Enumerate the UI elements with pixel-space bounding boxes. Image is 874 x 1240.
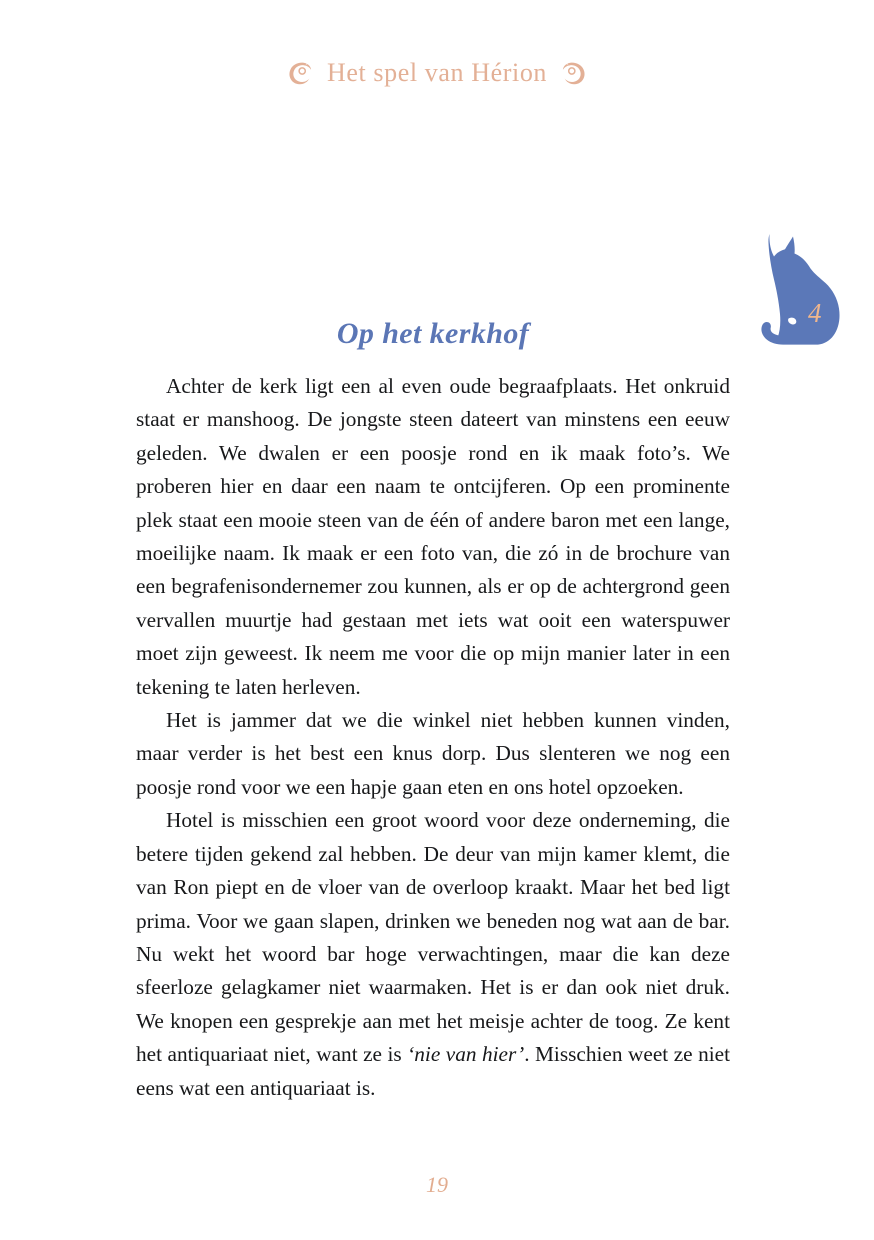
chapter-number: 4	[808, 298, 822, 328]
paragraph-1: Achter de kerk ligt een al even oude begraafplaats. Het onkruid staat er manshoog. De jongste steen dateert van minstens een eeuw geleden. We dwalen er een poosje rond en ik maak foto’s. We proberen hier en daar een naam te ontcijferen. Op een prominente plek staat een mooie steen van de één of andere baron met een lange, moeilijke naam. Ik maak er een foto van, die zó in de brochure van een begrafenisondernemer zou kunnen, als er op de achtergrond geen vervallen muurtje had gestaan met iets wat ooit een waterspuwer moet zijn geweest. Ik neem me voor die op mijn manier later in een tekening te laten herleven.	[136, 374, 730, 699]
body-text	[136, 370, 730, 1105]
paragraph-3	[136, 804, 730, 1105]
crescent-swirl-mirrored-icon	[561, 60, 587, 86]
running-head	[0, 58, 874, 88]
paragraph-2: Het is jammer dat we die winkel niet hebben kunnen vinden, maar verder is het best een knus dorp. Dus slenteren we nog een poosje rond voor we een hapje gaan eten en ons hotel opzoeken.	[136, 708, 730, 799]
crescent-swirl-icon	[287, 60, 313, 86]
chapter-title: Op het kerkhof	[336, 317, 530, 351]
page-number: 19	[426, 1172, 448, 1197]
paragraph-3-part-1: Hotel is misschien een groot woord voor deze onderneming, die betere tijden gekend zal hebben. De deur van mijn kamer klemt, die van Ron piept en de vloer van de overloop kraakt. Maar het bed ligt prima. Voor we gaan slapen, drinken we beneden nog wat aan de bar. Nu wekt het woord bar hoge verwachtingen, maar die kan deze sfeerloze gelagkamer niet waarmaken. Het is er dan ook niet druk. We knopen een gesprekje aan met het meisje achter de toog. Ze kent het antiquariaat niet, want ze is	[136, 808, 730, 1067]
paragraph-3-quoted-dialect: ‘nie van hier’	[407, 1042, 525, 1067]
paragraph-3-part-2: . Misschien weet ze niet eens wat een antiquariaat is.	[136, 1042, 731, 1100]
running-head-title: Het spel van Hérion	[326, 58, 548, 87]
chapter-marker	[752, 226, 848, 358]
